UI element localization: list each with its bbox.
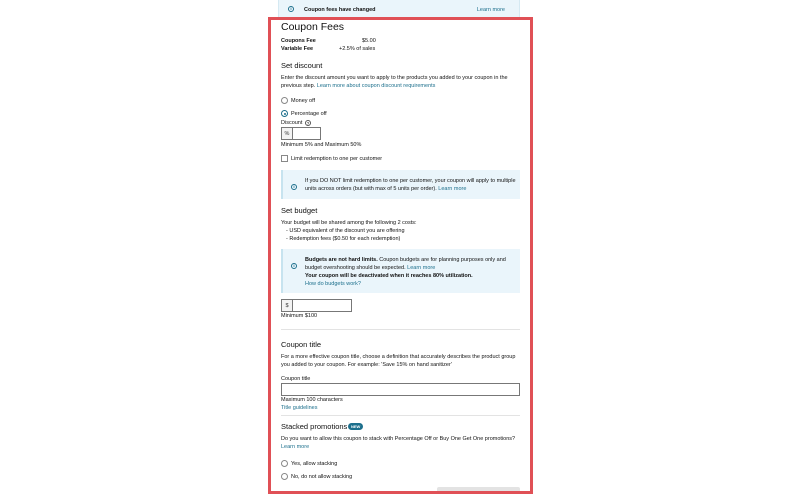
info-icon bbox=[288, 6, 294, 12]
fees-changed-banner bbox=[278, 0, 520, 18]
discount-description: Enter the discount amount you want to apply to the products you added to your coupon in the previous step. Learn more about coupon discount requirements bbox=[281, 75, 508, 89]
highlight-frame bbox=[268, 17, 533, 494]
info-icon bbox=[291, 263, 297, 269]
coupon-title-input[interactable] bbox=[281, 383, 520, 396]
continue-button[interactable] bbox=[437, 487, 520, 494]
budget-info-text: Coupon budgets are for planning purposes only and budget overshooting should be expected. bbox=[305, 257, 506, 271]
limit-info-box bbox=[281, 170, 520, 199]
coupon-title-hint: Maximum 100 characters bbox=[281, 397, 343, 403]
coupons-fee-label: Coupons Fee bbox=[281, 38, 316, 44]
budget-item-fees: - Redemption fees ($0.50 for each redemption) bbox=[286, 236, 401, 242]
allow-stacking-label: Yes, allow stacking bbox=[291, 461, 338, 467]
percentage-off-radio[interactable] bbox=[281, 110, 288, 117]
budget-info-box bbox=[281, 249, 520, 293]
variable-fee-label: Variable Fee bbox=[281, 46, 314, 52]
how-budgets-work-link[interactable]: How do budgets work? bbox=[305, 281, 361, 287]
stacked-question: Do you want to allow this coupon to stack with Percentage Off or Buy One Get One promotions? bbox=[281, 436, 516, 442]
coupon-title-heading: Coupon title bbox=[281, 340, 322, 349]
money-off-label: Money off bbox=[291, 98, 316, 104]
title-guidelines-link[interactable]: Title guidelines bbox=[281, 405, 318, 411]
coupon-title-description: For a more effective coupon title, choose a definition that accurately describes the product group you added to your coupon. For example: 'Save 15% on hand sanitizer' bbox=[281, 354, 516, 368]
set-budget-title: Set budget bbox=[281, 206, 318, 215]
money-off-radio[interactable] bbox=[281, 97, 288, 104]
discount-field-label: Discount bbox=[281, 120, 303, 126]
discount-input[interactable] bbox=[292, 127, 321, 140]
banner-message: Coupon fees have changed bbox=[304, 7, 376, 13]
banner-learn-more-link[interactable]: Learn more bbox=[476, 7, 505, 13]
coupons-fee-value: $5.00 bbox=[362, 38, 376, 44]
variable-fee-value: +2.5% of sales bbox=[339, 46, 376, 52]
budget-dollar-prefix: $ bbox=[281, 299, 293, 312]
info-icon bbox=[291, 184, 297, 190]
stacked-promotions-title: Stacked promotions bbox=[281, 422, 348, 431]
budget-deactivation-note: Your coupon will be deactivated when it reaches 80% utilization. bbox=[305, 273, 473, 279]
limit-info-text: If you DO NOT limit redemption to one per customer, your coupon will apply to multiple units across orders (but with max of 5 units per order). bbox=[305, 178, 516, 192]
no-stacking-radio[interactable] bbox=[281, 473, 288, 480]
help-icon[interactable]: ? bbox=[306, 121, 310, 126]
budget-hint: Minimum $100 bbox=[281, 313, 318, 319]
limit-redemption-label: Limit redemption to one per customer bbox=[291, 156, 383, 162]
coupon-form bbox=[281, 20, 521, 494]
set-discount-title: Set discount bbox=[281, 61, 323, 70]
new-badge: NEW bbox=[348, 423, 363, 430]
discount-hint: Minimum 5% and Maximum 50% bbox=[281, 142, 362, 148]
allow-stacking-radio[interactable] bbox=[281, 460, 288, 467]
section-divider bbox=[281, 329, 520, 330]
coupon-title-field-label: Coupon title bbox=[281, 376, 311, 382]
coupon-fees-title: Coupon Fees bbox=[281, 21, 345, 33]
limit-info-learn-more-link[interactable]: Learn more bbox=[438, 186, 467, 192]
budget-item-discount: - USD equivalent of the discount you are offering bbox=[286, 228, 405, 234]
budget-intro: Your budget will be shared among the following 2 costs: bbox=[281, 220, 417, 226]
discount-percent-prefix: % bbox=[281, 127, 293, 140]
budget-input[interactable] bbox=[292, 299, 352, 312]
section-divider bbox=[281, 415, 520, 416]
budget-info-learn-more-link[interactable]: Learn more bbox=[407, 265, 436, 271]
stacked-learn-more-link[interactable]: Learn more bbox=[281, 444, 310, 450]
percentage-off-label: Percentage off bbox=[291, 111, 327, 117]
no-stacking-label: No, do not allow stacking bbox=[291, 474, 353, 480]
budget-info-bold: Budgets are not hard limits. bbox=[305, 257, 378, 263]
limit-redemption-checkbox[interactable] bbox=[281, 155, 288, 162]
discount-requirements-link[interactable]: Learn more about coupon discount requirements bbox=[316, 83, 436, 89]
